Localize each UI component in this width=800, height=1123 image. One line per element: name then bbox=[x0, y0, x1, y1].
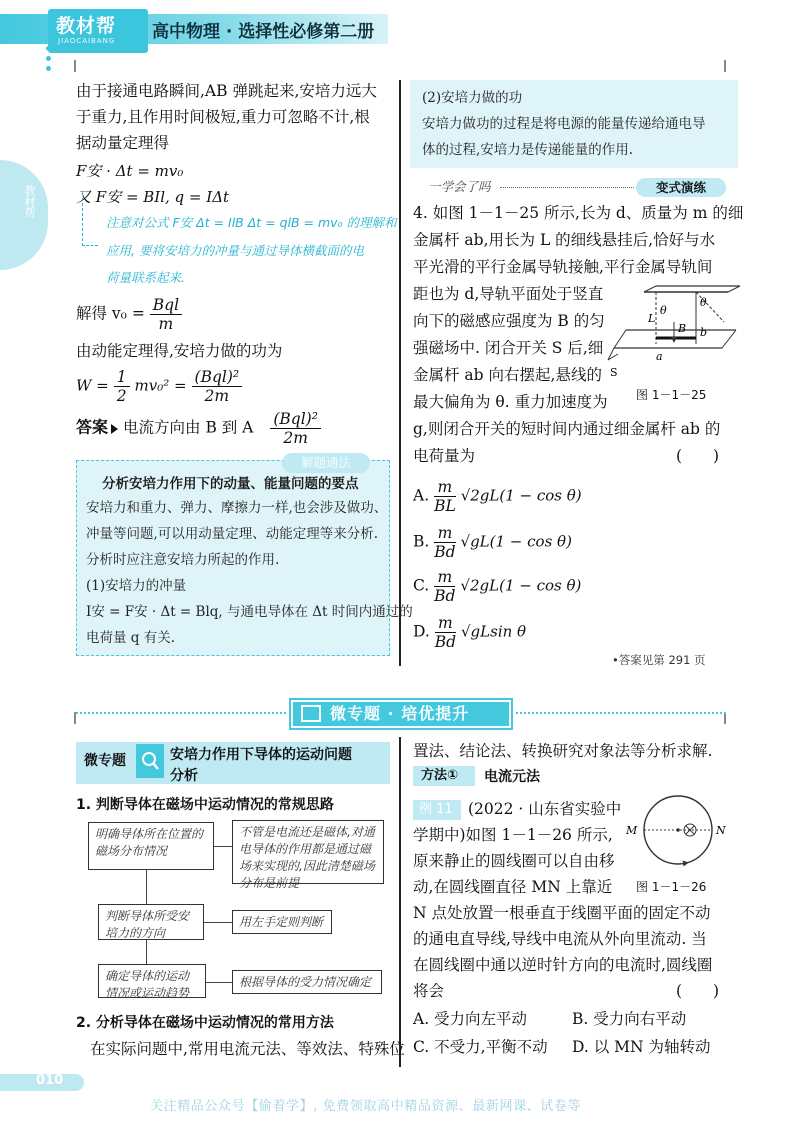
fig-label: B bbox=[678, 322, 687, 335]
logo-subtext: JIAOCAIBANG bbox=[58, 37, 116, 45]
example-badge: 例 11 bbox=[413, 800, 461, 820]
method-box-line: 安培力和重力、弹力、摩擦力一样,也会涉及做功、 bbox=[86, 500, 388, 516]
topic-label: 微专题 bbox=[84, 753, 126, 769]
option-a[interactable]: A. $\frac{m}{BL}$ √2gL(1 − cos θ) bbox=[413, 478, 582, 515]
example-line: (2022 · 山东省实验中 bbox=[468, 800, 622, 818]
flow-note: 用左手定则判断 bbox=[232, 910, 332, 934]
answer-paren: ( ) bbox=[676, 447, 720, 465]
fig-label: S bbox=[610, 366, 618, 379]
text-line: 于重力,且作用时间极短,重力可忽略不计,根 bbox=[76, 108, 370, 126]
figure-caption: 图 1－1－26 bbox=[636, 880, 707, 894]
practice-badge: 变式演练 bbox=[636, 178, 726, 197]
fig-label: N bbox=[716, 824, 726, 837]
dotted-rule bbox=[500, 187, 634, 188]
topic-title: 安培力作用下导体的运动问题 分析 bbox=[170, 747, 352, 784]
example-line: 的通电直导线,导线中电流从外向里流动. 当 bbox=[413, 930, 707, 948]
method-box-line: (1)安培力的冲量 bbox=[86, 578, 187, 594]
figure-coil bbox=[622, 790, 732, 874]
info-box-line: 安培力做功的过程是将电源的能量传递给通电导 bbox=[422, 116, 706, 132]
question-line: 距也为 d,导轨平面处于竖直 bbox=[413, 285, 604, 303]
text-line: 置法、结论法、转换研究对象法等分析求解. bbox=[413, 742, 713, 760]
solve-prefix: 解得 v₀ = bbox=[76, 304, 145, 323]
section-heading: 2. 分析导体在磁场中运动情况的常用方法 bbox=[76, 1015, 334, 1031]
learn-label: 一学会了吗 bbox=[428, 179, 491, 194]
section-heading: 1. 判断导体在磁场中运动情况的常规思路 bbox=[76, 797, 334, 813]
flow-connector bbox=[206, 982, 232, 983]
flow-box: 明确导体所在位置的磁场分布情况 bbox=[88, 822, 214, 870]
question-line: 金属杆 ab,用长为 L 的细线悬挂后,恰好与水 bbox=[413, 231, 716, 249]
handwritten-note: 应用, 要将安培力的冲量与通过导体横截面的电 bbox=[106, 243, 364, 258]
fraction: $\frac{\text{Bql}}{m}$ bbox=[150, 296, 182, 333]
figure-caption: 图 1－1－25 bbox=[636, 388, 707, 402]
option-d[interactable]: D. $\frac{m}{Bd}$ √gLsin θ bbox=[413, 614, 527, 651]
page-number: 010 bbox=[36, 1073, 64, 1088]
method-box-line: I安 = F安 · Δt = Blq, 与通电导体在 Δt 时间内通过的 bbox=[86, 604, 413, 620]
example-line: 在圆线圈中通以逆时针方向的电流时,圆线圈 bbox=[413, 956, 713, 974]
crop-mark bbox=[724, 60, 726, 72]
equation: F安 · Δt = mv₀ bbox=[76, 162, 184, 180]
text-line: 在实际问题中,常用电流元法、等效法、特殊位 bbox=[90, 1040, 405, 1058]
option-b[interactable]: B. $\frac{m}{Bd}$ √gL(1 − cos θ) bbox=[413, 524, 572, 561]
column-divider bbox=[399, 737, 401, 1067]
text-line: 据动量定理得 bbox=[76, 134, 170, 152]
question-line: 强磁场中. 闭合开关 S 后,细 bbox=[413, 339, 604, 357]
info-box-line: (2)安培力做的功 bbox=[422, 90, 523, 106]
work-equation: W = $\frac{1}{2}$ mv₀² = $\frac{\text{(Bql)²}}{2m}$ bbox=[76, 368, 242, 405]
example-line: N 点处放置一根垂直于线圈平面的固定不动 bbox=[413, 904, 711, 922]
answer-tag: 答案 bbox=[76, 417, 109, 437]
fig-label: M bbox=[626, 824, 638, 837]
fig-label: θ bbox=[660, 304, 667, 317]
question-line: 向下的磁感应强度为 B 的匀 bbox=[413, 312, 605, 330]
flow-connector bbox=[214, 846, 232, 847]
fig-label: b bbox=[700, 326, 708, 339]
flow-connector bbox=[204, 922, 232, 923]
question-line: 平光滑的平行金属导轨接触,平行金属导轨间 bbox=[413, 258, 713, 276]
choice-d[interactable]: D. 以 MN 为轴转动 bbox=[572, 1038, 711, 1056]
choice-a[interactable]: A. 受力向左平动 bbox=[413, 1010, 528, 1028]
triangle-icon bbox=[111, 424, 118, 434]
flow-box: 判断导体所受安培力的方向 bbox=[98, 904, 204, 940]
answer-reference: •答案见第 291 页 bbox=[612, 653, 706, 667]
logo-dots bbox=[46, 46, 54, 82]
method-box-line: 分析时应注意安培力所起的作用. bbox=[86, 552, 280, 568]
flow-arrow bbox=[146, 940, 147, 964]
banner-rule bbox=[516, 712, 726, 714]
figure-rail-pendulum bbox=[604, 282, 744, 382]
logo-text: 教材帮 bbox=[56, 15, 117, 37]
banner-rule bbox=[76, 712, 286, 714]
solve-line bbox=[76, 296, 182, 333]
equation: 又 F安 = BIl, q = IΔt bbox=[76, 188, 230, 206]
flow-arrow bbox=[146, 870, 147, 904]
choice-b[interactable]: B. 受力向右平动 bbox=[572, 1010, 687, 1028]
book-icon bbox=[301, 705, 321, 722]
info-box-line: 体的过程,安培力是传递能量的作用. bbox=[422, 142, 634, 158]
method-box-title: 分析安培力作用下的动量、能量问题的要点 bbox=[102, 476, 359, 492]
flow-box: 确定导体的运动情况或运动趋势 bbox=[98, 964, 206, 998]
fig-label: θ bbox=[700, 296, 707, 309]
magnifier-icon bbox=[136, 744, 164, 778]
question-line: 金属杆 ab 向右摆起,悬线的 bbox=[413, 366, 602, 384]
crop-mark bbox=[74, 60, 76, 72]
question-line: 电荷量为 bbox=[413, 447, 476, 465]
method-box-line: 电荷量 q 有关. bbox=[86, 630, 176, 646]
text-line: 由于接通电路瞬间,AB 弹跳起来,安培力远大 bbox=[76, 82, 377, 100]
footer-watermark: 关注精品公众号【偷着学】, 免费领取高中精品资源、最新网课、试卷等 bbox=[150, 1099, 582, 1114]
option-c[interactable]: C. $\frac{m}{Bd}$ √2gL(1 − cos θ) bbox=[413, 568, 582, 605]
method-badge: 方法① bbox=[413, 766, 475, 786]
method-title: 电流元法 bbox=[484, 769, 540, 785]
question-line: 4. 如图 1－1－25 所示,长为 d、质量为 m 的细 bbox=[413, 204, 744, 222]
text-line: 由动能定理得,安培力做的功为 bbox=[76, 342, 283, 360]
flow-note: 根据导体的受力情况确定 bbox=[232, 970, 382, 994]
column-divider bbox=[399, 80, 401, 666]
handwritten-note: 注意对公式 F安 Δt = IlB Δt = qlB = mv₀ 的理解和 bbox=[106, 215, 397, 230]
method-badge: 解题通法 bbox=[282, 453, 370, 473]
handwritten-note: 荷量联系起来. bbox=[106, 270, 185, 285]
question-line: 最大偏角为 θ. 重力加速度为 bbox=[413, 393, 608, 411]
question-line: g,则闭合开关的短时间内通过细金属杆 ab 的 bbox=[413, 420, 721, 438]
choice-c[interactable]: C. 不受力,平衡不动 bbox=[413, 1038, 548, 1056]
section-banner-title: 微专题 · 培优提升 bbox=[330, 704, 470, 723]
answer-paren: ( ) bbox=[676, 982, 720, 1000]
book-title: 高中物理 · 选择性必修第二册 bbox=[152, 22, 375, 42]
example-line: 学期中)如图 1－1－26 所示, bbox=[413, 826, 613, 844]
fig-label: a bbox=[656, 350, 663, 363]
side-tab-label: 教材帮 bbox=[23, 185, 36, 218]
fig-label: L bbox=[648, 312, 656, 325]
example-line: 将会 bbox=[413, 982, 445, 1000]
method-box-line: 冲量等问题,可以用动量定理、动能定理等来分析. bbox=[86, 526, 379, 542]
flow-note: 不管是电流还是磁体,对通电导体的作用都是通过磁场来实现的,因此清楚磁场分布是前提 bbox=[232, 820, 384, 884]
note-arrow bbox=[82, 198, 98, 246]
example-line: 动,在圆线圈直径 MN 上靠近 bbox=[413, 878, 613, 896]
answer-line: 答案 电流方向由 B 到 A $\frac{\text{(Bql)²}}{2m}$ bbox=[76, 410, 321, 447]
example-line: 原来静止的圆线圈可以自由移 bbox=[413, 852, 615, 870]
